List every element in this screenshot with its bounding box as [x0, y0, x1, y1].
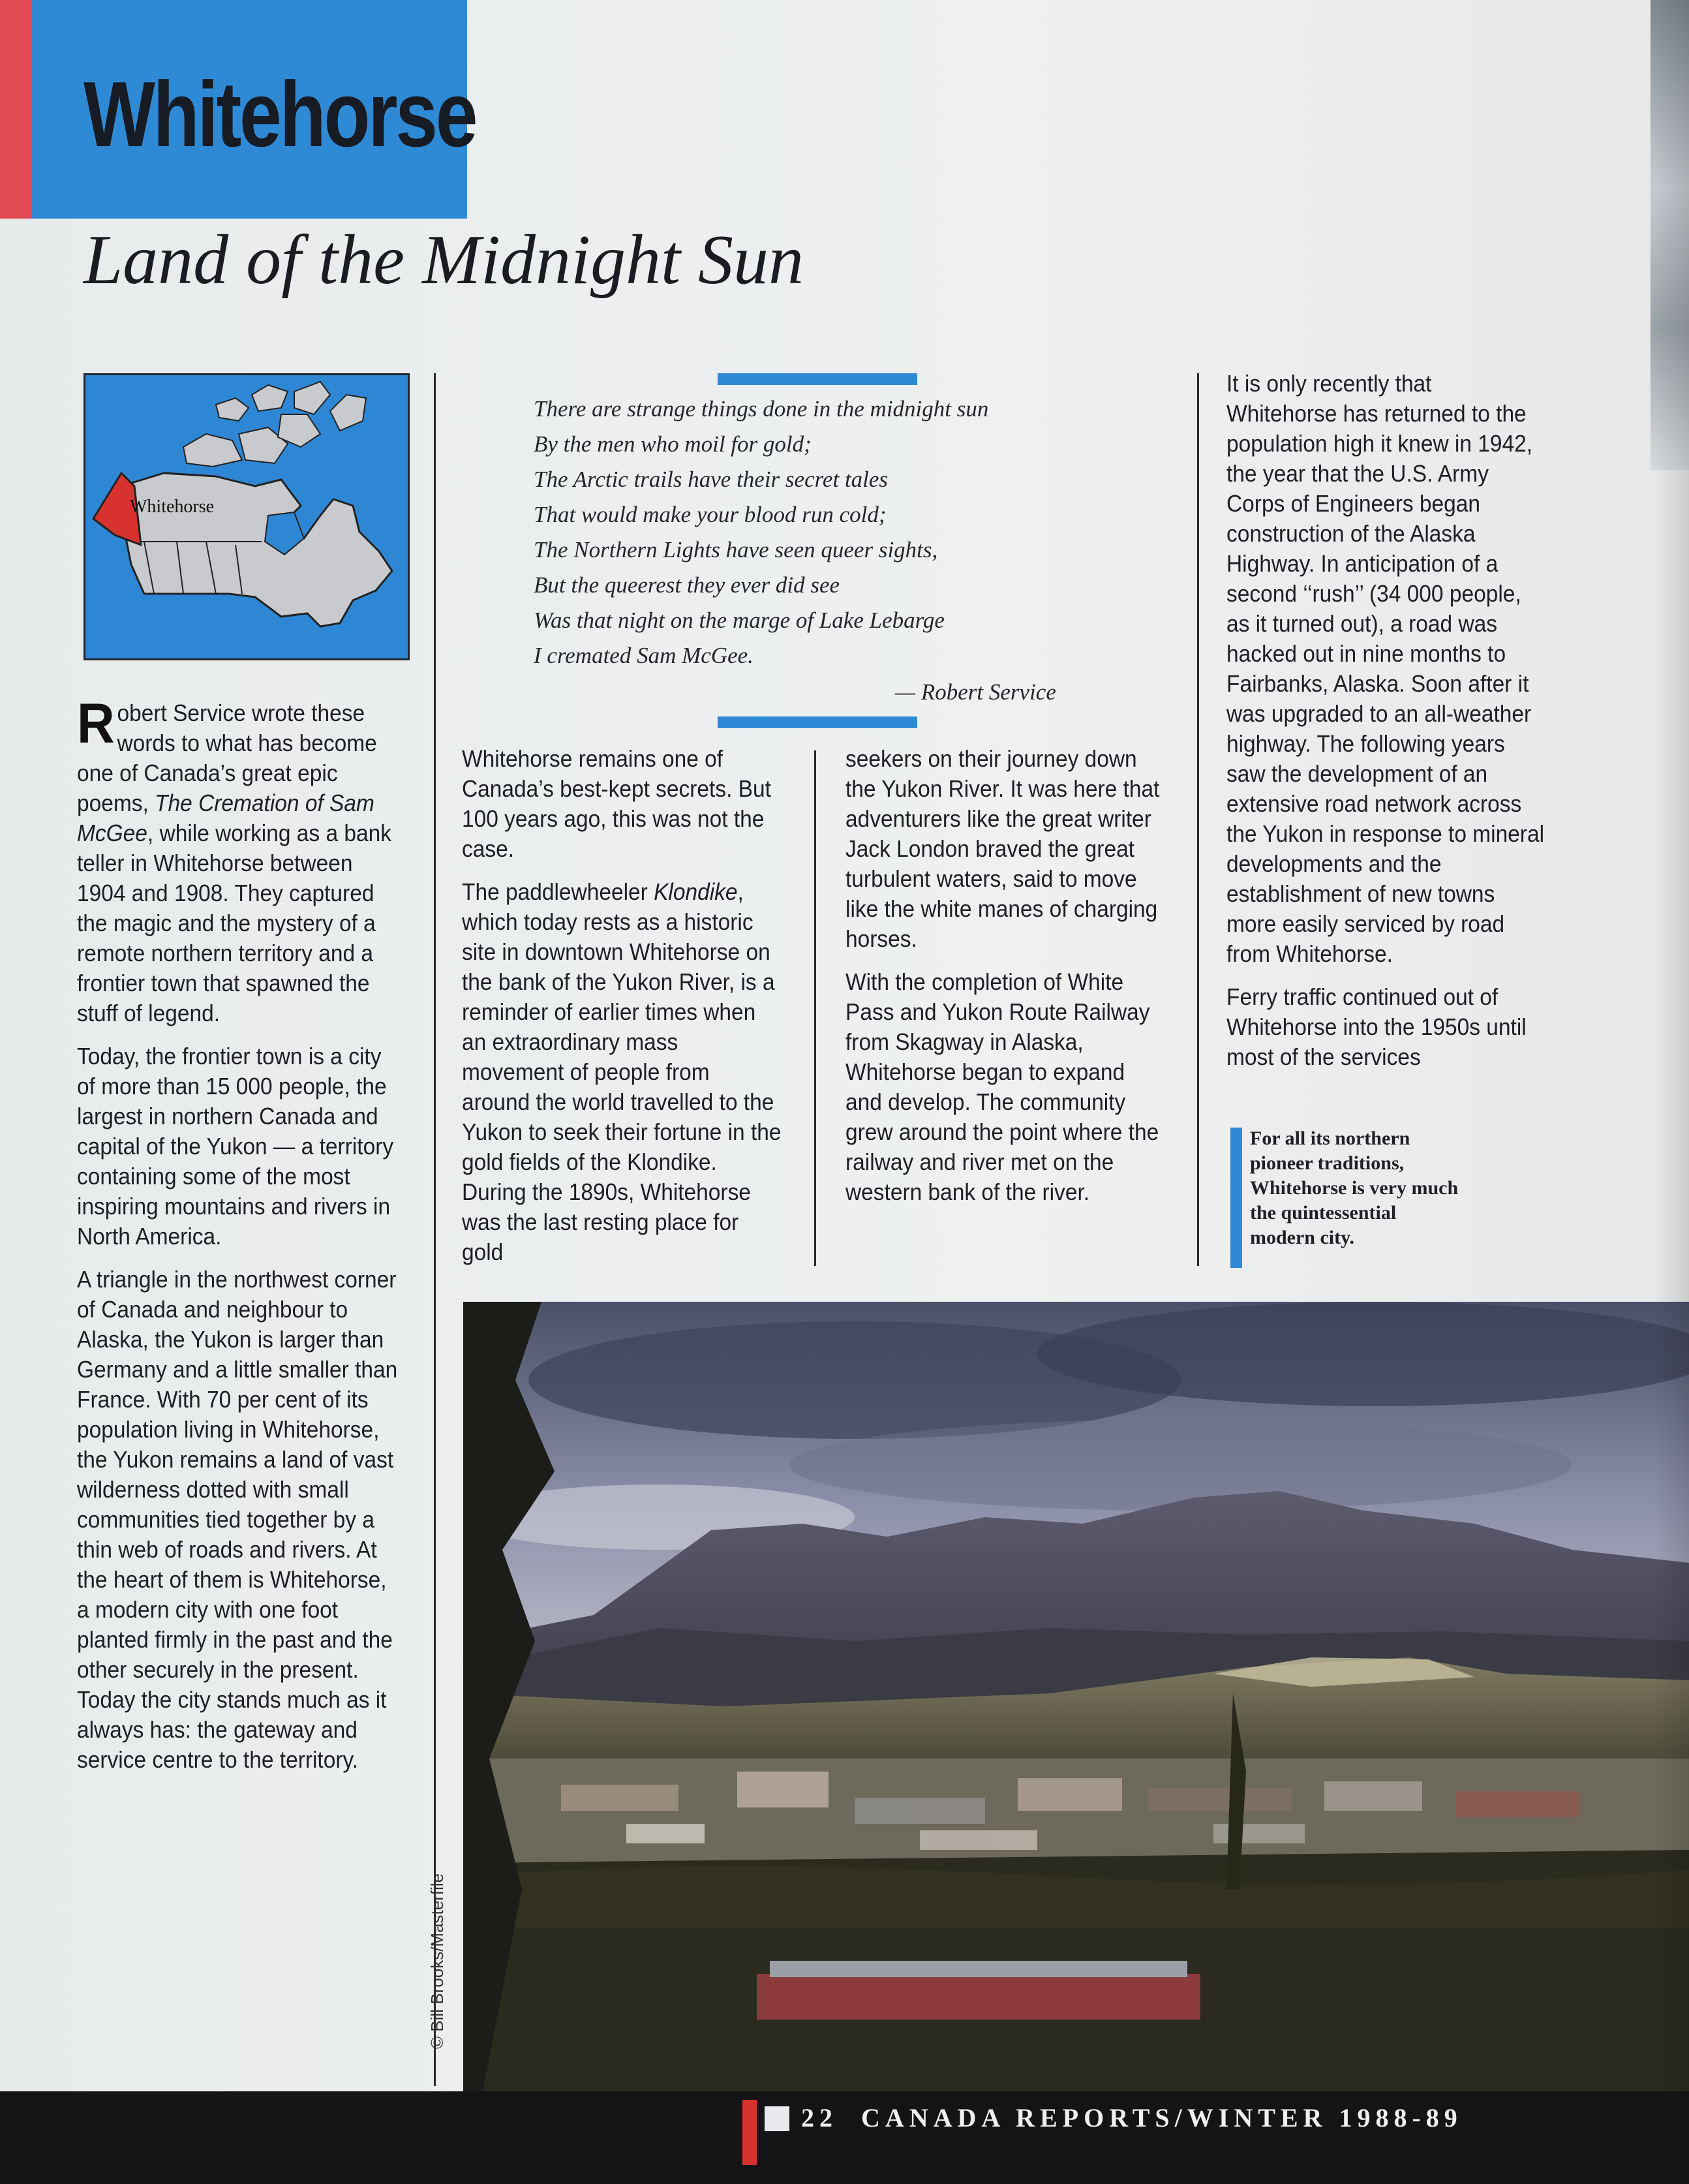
whitehorse-photo: [463, 1302, 1689, 2091]
poem-title: The Cremation of Sam McGee: [77, 790, 374, 846]
poem-attribution: — Robert Service: [895, 679, 1056, 705]
publication-name: CANADA REPORTS/WINTER 1988-89: [861, 2103, 1463, 2132]
poem-line: The Northern Lights have seen queer sights,: [534, 537, 938, 562]
photo-credit: © Bill Brooks/Masterfile: [427, 1873, 447, 2049]
red-accent-strip: [0, 0, 31, 219]
page-title: Whitehorse: [84, 63, 476, 166]
pull-quote: For all its northern pioneer traditions, Whitehorse is very much the quintessential modern city.: [1250, 1128, 1459, 1248]
paragraph: Ferry traffic continued out of Whitehorse into the 1950s until most of the services: [1226, 983, 1527, 1070]
column-rule-1: [434, 373, 436, 2086]
poem-bottom-bar: [718, 716, 917, 728]
poem-line: The Arctic trails have their secret tales: [534, 467, 889, 492]
intro-paragraph: Robert Service wrote these words to what has become one of Canada’s great epic poems, The Cremation of Sam McGee, while working as a bank teller in Whitehorse between 1904 and 1908. They captured the magic and the mystery of a remote northern territory and a frontier town that spawned the stuff of legend.: [77, 692, 391, 1026]
article-column-2: [462, 744, 784, 1280]
page-number: 22: [801, 2103, 838, 2132]
paragraph: It is only recently that Whitehorse has returned to the population high it knew in 1942, the year that the U.S. Army Corps of Engineers began construction of the Alaska Highway. In anticipation of a second ‘‘rush’’ (34 000 people, as it turned out), a road was hacked out in nine months to Fairbanks, Alaska. Soon after it was upgraded to an all-weather highway. The following years saw the development of an extensive road network across the Yukon in response to mineral developments and the establishment of new towns more easily serviced by road from Whitehorse.: [1226, 370, 1545, 967]
poem-line: That would make your blood run cold;: [534, 502, 887, 527]
poem-line: There are strange things done in the midnight sun: [534, 396, 989, 422]
paragraph: With the completion of White Pass and Yukon Route Railway from Skagway in Alaska, Whitehorse began to expand and develop. The community grew around the point where the railway and river met on the western bank of the river.: [845, 968, 1159, 1205]
paragraph: Today, the frontier town is a city of more than 15 000 people, the largest in northern Canada and capital of the Yukon — a territory containing some of the most inspiring mountains and rivers in North America.: [77, 1043, 394, 1250]
paragraph: A triangle in the northwest corner of Canada and neighbour to Alaska, the Yukon is larger than Germany and a little smaller than France. With 70 per cent of its population living in Whitehorse, the Yukon remains a land of vast wilderness dotted with small communities tied together by a thin web of roads and rivers. At the heart of them is Whitehorse, a modern city with one foot planted firmly in the past and the other securely in the present. Today the city stands much as it always has: the gateway and service centre to the territory.: [77, 1266, 398, 1773]
poem-top-bar: [718, 373, 917, 385]
poem-line: I cremated Sam McGee.: [534, 643, 753, 668]
column-rule-2: [814, 750, 816, 1266]
canada-map-illustration: [85, 375, 408, 658]
page-shadow: [1654, 0, 1689, 2091]
paragraph: seekers on their journey down the Yukon River. It was here that adventurers like the great writer Jack London braved the great turbulent waters, said to move like the white manes of charging horses.: [845, 745, 1160, 952]
landscape-photo: [463, 1302, 1689, 2091]
canada-map: [84, 373, 410, 660]
poem-block: [534, 392, 1186, 673]
poem-line: By the men who moil for gold;: [534, 431, 812, 457]
map-label: Whitehorse: [130, 497, 215, 517]
page-subtitle: Land of the Midnight Sun: [84, 221, 804, 299]
footer-line: [801, 2102, 1463, 2133]
poem-line: Was that night on the marge of Lake Lebarge: [534, 608, 945, 633]
column-rule-3: [1197, 373, 1199, 1266]
footer-square-icon: [765, 2106, 789, 2131]
article-column-1: [77, 692, 404, 1788]
paragraph: The paddlewheeler Klondike, which today rests as a historic site in downtown Whitehorse on the bank of the Yukon River, is a reminder of earlier times when an extraordinary mass movement of people from around the world travelled to the Yukon to seek their fortune in the gold fields of the Klondike. During the 1890s, Whitehorse was the last resting place for gold: [462, 878, 782, 1265]
ship-name: Klondike: [654, 878, 738, 905]
pullquote-bar: [1230, 1128, 1242, 1268]
poem-line: But the queerest they ever did see: [534, 572, 840, 598]
drop-cap: R: [77, 692, 115, 755]
paragraph: Whitehorse remains one of Canada’s best-kept secrets. But 100 years ago, this was not the case.: [462, 745, 771, 862]
article-column-3: [845, 744, 1167, 1220]
footer-red-bar: [742, 2100, 757, 2165]
article-column-4: [1226, 369, 1548, 1085]
